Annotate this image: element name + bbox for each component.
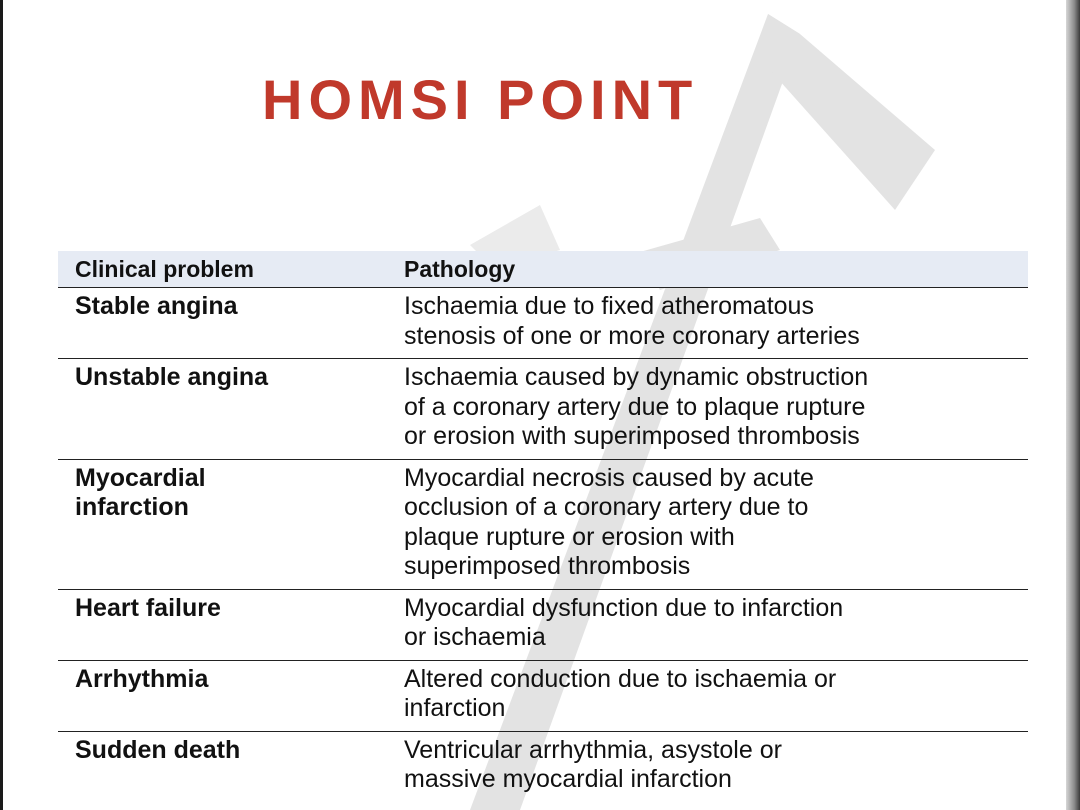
pathology-line: plaque rupture or erosion with <box>404 522 735 551</box>
slide-title <box>262 68 842 131</box>
row-pathology <box>388 731 1028 802</box>
pathology-line: Myocardial necrosis caused by acute <box>404 463 814 492</box>
pathology-line: Altered conduction due to ischaemia or <box>404 664 837 693</box>
table-row <box>58 359 1028 460</box>
problem-line: Myocardial <box>75 463 206 492</box>
row-pathology <box>388 288 1028 359</box>
pathology-line: Myocardial dysfunction due to infarction <box>404 593 844 622</box>
table-row <box>58 731 1028 802</box>
watermark-a-stroke-right <box>768 14 935 210</box>
row-clinical-problem: Unstable angina <box>58 359 388 460</box>
table-row <box>58 459 1028 589</box>
slide-title-text: HOMSI POINT <box>262 68 699 131</box>
pathology-line: massive myocardial infarction <box>404 765 732 793</box>
row-clinical-problem: Arrhythmia <box>58 660 388 731</box>
header-pathology: Pathology <box>388 251 1028 288</box>
table-row <box>58 660 1028 731</box>
row-pathology <box>388 660 1028 731</box>
row-clinical-problem: Stable angina <box>58 288 388 359</box>
pathology-line: stenosis of one or more coronary arteries <box>404 321 860 350</box>
pathology-line: superimposed thrombosis <box>404 552 691 580</box>
table-row <box>58 589 1028 660</box>
pathology-line: Ischaemia due to fixed atheromatous <box>404 292 814 320</box>
pathology-line: Ventricular arrhythmia, asystole or <box>404 735 782 764</box>
row-clinical-problem <box>58 459 388 589</box>
pathology-line: Ischaemia caused by dynamic obstruction <box>404 363 869 391</box>
problem-line: infarction <box>75 493 189 521</box>
row-clinical-problem: Sudden death <box>75 735 241 764</box>
table-header-row <box>58 251 1028 288</box>
row-pathology <box>388 359 1028 460</box>
pathology-line: or erosion with superimposed thrombosis <box>404 422 860 450</box>
pathology-line: of a coronary artery due to plaque rupture <box>404 392 866 421</box>
pathology-line: infarction <box>404 694 506 722</box>
table-row <box>58 288 1028 359</box>
pathology-line: or ischaemia <box>404 623 546 651</box>
row-pathology <box>388 589 1028 660</box>
row-clinical-problem: Heart failure <box>58 589 388 660</box>
row-pathology <box>388 459 1028 589</box>
header-clinical-problem: Clinical problem <box>58 251 388 288</box>
pathology-table <box>58 251 1028 802</box>
pathology-line: occlusion of a coronary artery due to <box>404 493 809 521</box>
